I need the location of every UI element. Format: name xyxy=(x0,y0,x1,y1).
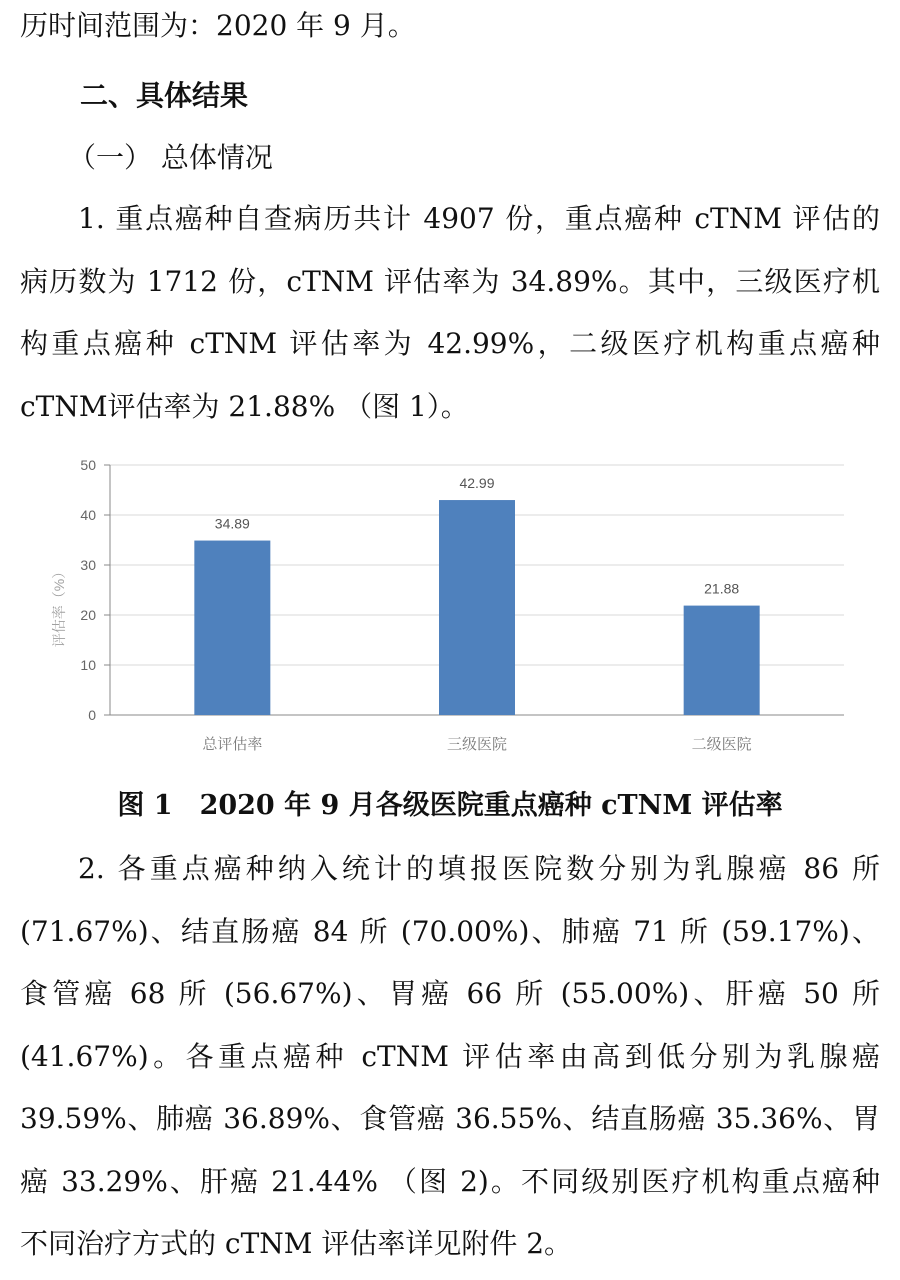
section-heading: 二、具体结果 xyxy=(80,79,249,112)
y-tick-label: 0 xyxy=(88,707,96,723)
y-axis-title: 评估率（%） xyxy=(51,564,67,648)
data-label: 21.88 xyxy=(704,580,740,597)
intro-line: 历时间范围为：2020 年 9 月。 xyxy=(20,9,416,42)
y-tick-label: 30 xyxy=(80,557,96,573)
x-category-label: 二级医院 xyxy=(691,736,752,753)
y-tick-label: 20 xyxy=(80,607,96,623)
x-category-label: 三级医院 xyxy=(446,736,508,753)
chart-labels xyxy=(80,457,751,753)
chart-bars xyxy=(194,500,759,715)
bar xyxy=(194,541,270,715)
paragraph-2-line-5: 39.59%、肺癌 36.89%、食管癌 36.55%、结直肠癌 35.36%、胃 xyxy=(20,1102,880,1135)
y-tick-label: 10 xyxy=(80,657,96,673)
paragraph-1-line-3: 构重点癌种 cTNM 评估率为 42.99%，二级医疗机构重点癌种 xyxy=(20,327,880,360)
y-tick-label: 50 xyxy=(80,457,96,473)
paragraph-1-line-2: 病历数为 1712 份，cTNM 评估率为 34.89%。其中，三级医疗机 xyxy=(20,265,880,298)
paragraph-2-line-3: 食管癌 68 所 (56.67%)、胃癌 66 所 (55.00%)、肝癌 50 所 xyxy=(20,977,880,1010)
paragraph-2-line-2: (71.67%)、结直肠癌 84 所 (70.00%)、肺癌 71 所 (59.17%)、 xyxy=(20,915,880,948)
x-category-label: 总评估率 xyxy=(202,736,263,753)
subsection-heading: （一） 总体情况 xyxy=(68,141,273,174)
data-label: 42.99 xyxy=(459,475,495,492)
figure-caption: 图 1 2020 年 9 月各级医院重点癌种 cTNM 评估率 xyxy=(117,790,783,821)
bar-chart xyxy=(40,448,860,768)
paragraph-1-line-4: cTNM评估率为 21.88% （图 1）。 xyxy=(20,390,469,423)
paragraph-2-line-4: (41.67%)。各重点癌种 cTNM 评估率由高到低分别为乳腺癌 xyxy=(20,1040,880,1073)
y-tick-label: 40 xyxy=(80,507,96,523)
data-label: 34.89 xyxy=(214,515,250,532)
paragraph-1-line-1: 1. 重点癌种自查病历共计 4907 份，重点癌种 cTNM 评估的 xyxy=(78,202,880,235)
bar xyxy=(684,606,760,715)
paragraph-2-line-7: 不同治疗方式的 cTNM 评估率详见附件 2。 xyxy=(20,1227,573,1260)
bar xyxy=(439,500,515,715)
paragraph-2-line-1: 2. 各重点癌种纳入统计的填报医院数分别为乳腺癌 86 所 xyxy=(78,852,880,885)
paragraph-2-line-6: 癌 33.29%、肝癌 21.44% （图 2)。不同级别医疗机构重点癌种 xyxy=(20,1165,880,1198)
